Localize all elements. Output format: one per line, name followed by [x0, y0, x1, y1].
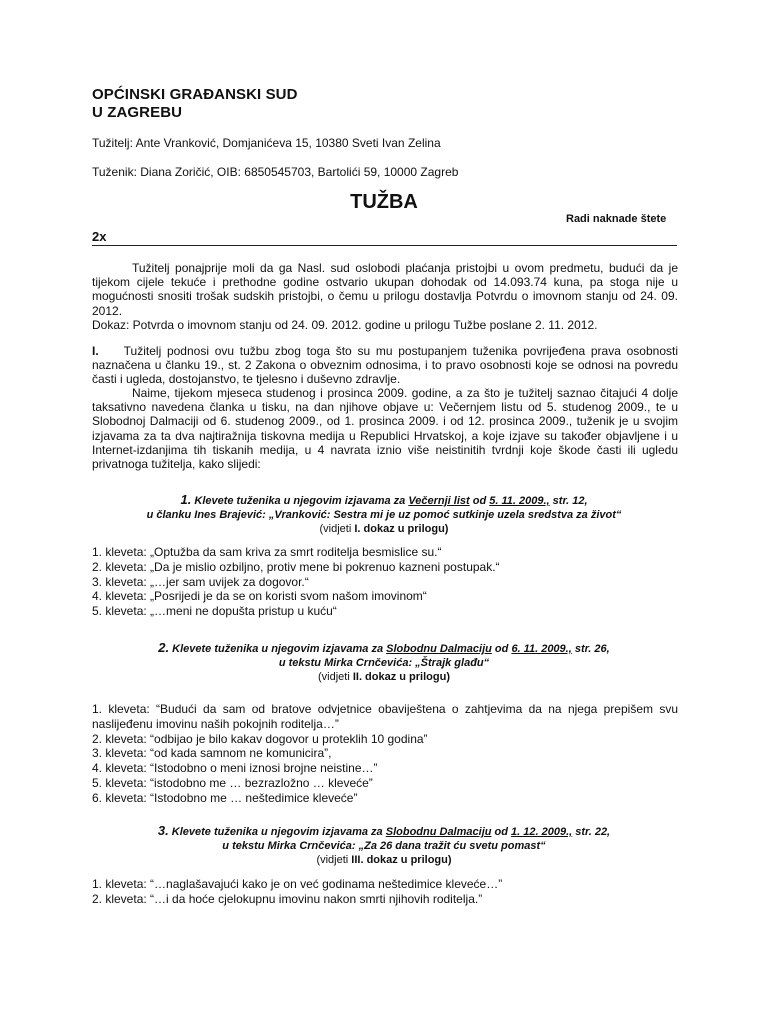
list-item: 2. kleveta: “…i da hoće cjelokupnu imovinu nakon smrti njihovih roditelja.”: [92, 891, 483, 906]
list-item: 6. kleveta: “Istodobno me … neštedimice kleveće”: [92, 790, 358, 805]
document-title: TUŽBA: [350, 191, 418, 213]
block-3-see: (vidjeti: [316, 854, 352, 866]
block-3-od: od: [491, 826, 512, 838]
block-2-list: [92, 702, 678, 806]
intro-text: Tužitelj ponajprije moli da ga Nasl. sud oslobodi plaćanja pristojbi u ovom predmetu, budući da je tijekom cijele tekuće i prethodne godine ostvario ukupan dohodak od 14.093.74 kuna, pa stoga nije u mogućnosti snositi trošak sudskih pristojbi, o čemu u prilogu dostavlja Potvrdu o imovnom stanju od 24. 09. 2012.: [92, 261, 678, 318]
block-2-od: od: [491, 643, 512, 655]
block-1-heading: [0, 493, 768, 536]
court-name-line2: U ZAGREBU: [92, 104, 183, 121]
block-2-page: str. 26,: [571, 643, 610, 655]
block-1-number: 1.: [180, 492, 192, 507]
block-2-date: 6. 11. 2009.,: [511, 643, 572, 655]
block-1-date: 5. 11. 2009.,: [489, 495, 550, 507]
list-item: 5. kleveta: „…meni ne dopušta pristup u kuću“: [92, 604, 337, 619]
list-item: 2. kleveta: „Da je mislio ozbiljno, protiv mene bi pokrenuo kazneni postupak.“: [92, 559, 500, 574]
block-2-paper: Slobodnu Dalmaciju: [386, 643, 492, 655]
block-1-list: [92, 545, 500, 619]
plaintiff-line: Tužitelj: Ante Vranković, Domjanićeva 15, 10380 Sveti Ivan Zelina: [92, 136, 441, 150]
list-item: 1. kleveta: „Optužba da sam kriva za smrt roditelja besmislice su.“: [92, 545, 442, 559]
block-2-number: 2.: [158, 640, 170, 655]
block-1-od: od: [469, 495, 490, 507]
block-1-paper: Večernji list: [408, 495, 470, 507]
block-2-article: u tekstu Mirka Crnčevića: „Štrajk glađu“: [278, 657, 490, 669]
intro-proof: Dokaz: Potvrda o imovnom stanju od 24. 09. 2012. godine u prilogu Tužbe poslane 2. 11. 2012.: [92, 318, 598, 332]
block-2-heading: [0, 641, 768, 684]
block-3-page: str. 22,: [572, 826, 611, 838]
block-2-ref: II. dokaz u prilogu): [352, 671, 450, 683]
subject-line: Radi naknade štete: [566, 213, 667, 225]
list-item: 4. kleveta: “Istodobno o meni iznosi brojne neistine…”: [92, 761, 378, 776]
section-1-text: Tužitelj podnosi ovu tužbu zbog toga što su mu postupanjem tuženika povrijeđena prava osobnosti naznačena u članku 19., st. 2 Zakona o obveznim odnosima, i to pravo osobnosti koje se odnosi na povredu časti i ugleda, dostojanstvo, te tjelesno i duševno zdravlje.: [92, 344, 678, 387]
section-1-numeral: I.: [92, 344, 99, 358]
block-3-number: 3.: [157, 823, 169, 838]
block-3-article: u tekstu Mirka Crnčevića: „Za 26 dana tražit ću svetu pomast“: [222, 840, 546, 852]
list-item: 5. kleveta: “istodobno me … bezrazložno … kleveće”: [92, 775, 373, 790]
copies-count: 2x: [92, 229, 107, 244]
list-item: 3. kleveta: „…jer sam uvijek za dogovor.“: [92, 574, 309, 589]
block-3-paper: Slobodnu Dalmaciju: [385, 826, 492, 838]
block-3-lead: Klevete tuženika u njegovim izjavama za: [168, 826, 386, 838]
court-name-line1: OPĆINSKI GRAĐANSKI SUD: [92, 86, 298, 103]
section-1-paragraph-2: [92, 386, 678, 471]
block-3-list: [92, 877, 502, 907]
list-item: 2. kleveta: “odbijao je bilo kakav dogovor u proteklih 10 godina”: [92, 731, 428, 746]
section-1-text-2: Naime, tijekom mjeseca studenog i prosinca 2009. godine, a za što je tužitelj saznao čitajući 4 dolje taksativno navedena članka u tisku, na dan njihove objave u: Večernjem listu od 5. studenog 2009., te u Slobodnoj Dalmaciji od 6. studenog 2009., od 1. prosinca 2009. i od 12. prosinca 2009., tuženik je u svojim izjavama za ta dva najtiražnija tiskovna medija u Republici Hrvatskoj, a koje izjave su također objavljene i u Internet-izdanjima tih tiskanih medija, u 4 navrata iznio više neistinitih tvrdnji koje škode časti ili ugledu privatnoga tužitelja, kako slijedi:: [92, 386, 678, 472]
block-1-page: str. 12,: [549, 495, 588, 507]
list-item: 1. kleveta: “Budući da sam od bratove odvjetnice obaviještena o zahtjevima da na njega prepišem svu naslijeđenu imovinu naših pokojnih roditelja…”: [92, 702, 678, 731]
block-3-heading: [0, 824, 768, 867]
block-1-ref: I. dokaz u prilogu): [354, 523, 449, 535]
block-2-see: (vidjeti: [317, 671, 353, 683]
block-3-ref: III. dokaz u prilogu): [351, 854, 452, 866]
intro-paragraph: [92, 261, 678, 318]
defendant-line: Tuženik: Diana Zoričić, OIB: 6850545703, Bartolići 59, 10000 Zagreb: [92, 165, 459, 179]
list-item: 3. kleveta: “od kada samnom ne komunicira”,: [92, 746, 332, 761]
header-divider: [92, 245, 677, 246]
block-2-lead: Klevete tuženika u njegovim izjavama za: [169, 643, 387, 655]
block-3-date: 1. 12. 2009.,: [511, 826, 573, 838]
list-item: 4. kleveta: „Posrijedi je da se on koristi svom našom imovinom“: [92, 589, 427, 604]
list-item: 1. kleveta: “…naglašavajući kako je on već godinama neštedimice kleveće…”: [92, 877, 503, 891]
block-1-see: (vidjeti: [319, 523, 355, 535]
block-1-lead: Klevete tuženika u njegovim izjavama za: [191, 495, 409, 507]
section-1-paragraph: [92, 344, 678, 387]
block-1-article: u članku Ines Brajević: „Vranković: Sestra mi je uz pomoć sutkinje uzela sredstva za život“: [146, 509, 622, 521]
